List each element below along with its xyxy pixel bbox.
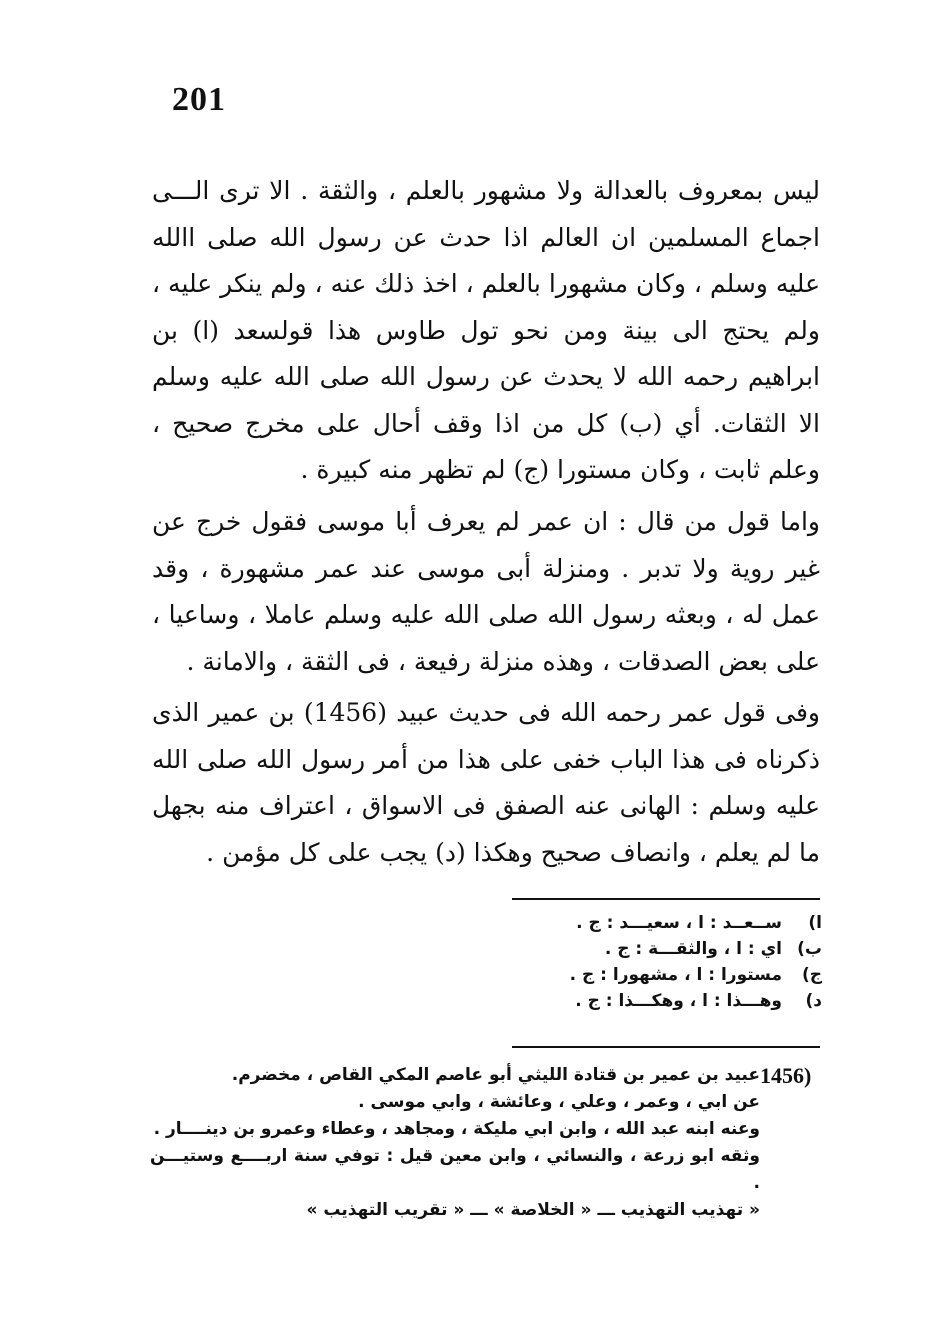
variants-divider <box>512 898 820 900</box>
variant-text: اي : ا ، والثقـــة : ج . <box>604 939 782 959</box>
variant-mark: ج) <box>801 965 822 985</box>
variant-reading <box>460 962 822 988</box>
variant-reading <box>460 988 822 1014</box>
variant-text: وهـــذا : ا ، وهكـــذا : ج . <box>575 991 782 1011</box>
footnote-sources: « تهذيب التهذيب ـــ « الخلاصة » ـــ « تقريب التهذيب » <box>306 1200 760 1220</box>
footnote-line: وعنه ابنه عبد الله ، وابن ابي مليكة ، ومجاهد ، وعطاء وعمرو بن دينــــار . <box>153 1119 760 1139</box>
footnote-line: وثقه ابو زرعة ، والنسائي ، وابن معين قيل : توفي سنة اربــــع وستيـــن . <box>150 1146 760 1193</box>
paragraph-1: ليس بمعروف بالعدالة ولا مشهور بالعلم ، والثقة . الا ترى الـــى اجماع المسلمين ان العالم اذا حدث عن رسول الله صلى االله عليه وسلم ، وكان مشهورا بالعلم ، اخذ ذلك عنه ، ولم ينكر عليه ، ولم يحتج الى بينة ومن نحو تول طاوس هذا قولسعد (ا) بن ابراهيم رحمه الله لا يحدث عن رسول الله صلى الله عليه وسلم الا الثقات. أي (ب) كل من اذا وقف أحال على مخرج صحيح ، وعلم ثابت ، وكان مستورا (ج) لم تظهر منه كبيرة . <box>152 176 820 484</box>
footnote-body <box>150 1062 760 1224</box>
footnote-line: عن ابي ، وعمر ، وعلي ، وعائشة ، وابي موسى . <box>358 1092 760 1112</box>
page-number: 201 <box>172 81 226 118</box>
footnote-number: 1456) <box>760 1063 812 1088</box>
footnote-row <box>150 1062 822 1224</box>
variant-reading <box>460 910 822 936</box>
paragraph-2: واما قول من قال : ان عمر لم يعرف أبا موسى فقول خرج عن غير روية ولا تدبر . ومنزلة أبى موسى عند عمر مشهورة ، وقد عمل له ، وبعثه رسول الله صلى الله عليه وسلم عاملا ، وساعيا ، على بعض الصدقات ، وهذه منزلة رفيعة ، فى الثقة ، والامانة . <box>152 507 820 676</box>
paragraph-3: وفى قول عمر رحمه الله فى حديث عبيد (1456) بن عمير الذى ذكرناه فى هذا الباب خفى على هذا من أمر رسول الله صلى الله عليه وسلم : الهانى عنه الصفق فى الاسواق ، اعتراف منه بجهل ما لم يعلم ، وانصاف صحيح وهكذا (د) يجب على كل مؤمن . <box>152 698 820 867</box>
variant-mark: ا) <box>808 913 822 933</box>
variant-readings-list <box>460 910 822 1014</box>
variant-text: ســعــد : ا ، سعيـــد : ج . <box>576 913 782 933</box>
biographical-footnote <box>150 1062 822 1224</box>
variant-reading <box>460 936 822 962</box>
variant-mark: ب) <box>797 939 822 959</box>
variant-text: مستورا : ا ، مشهورا : ج . <box>569 965 782 985</box>
variant-mark: د) <box>805 991 822 1011</box>
footnote-line: عبيد بن عمير بن قتادة الليثي أبو عاصم المكي القاص ، مخضرم. <box>231 1065 760 1085</box>
footnote-divider <box>512 1046 820 1048</box>
